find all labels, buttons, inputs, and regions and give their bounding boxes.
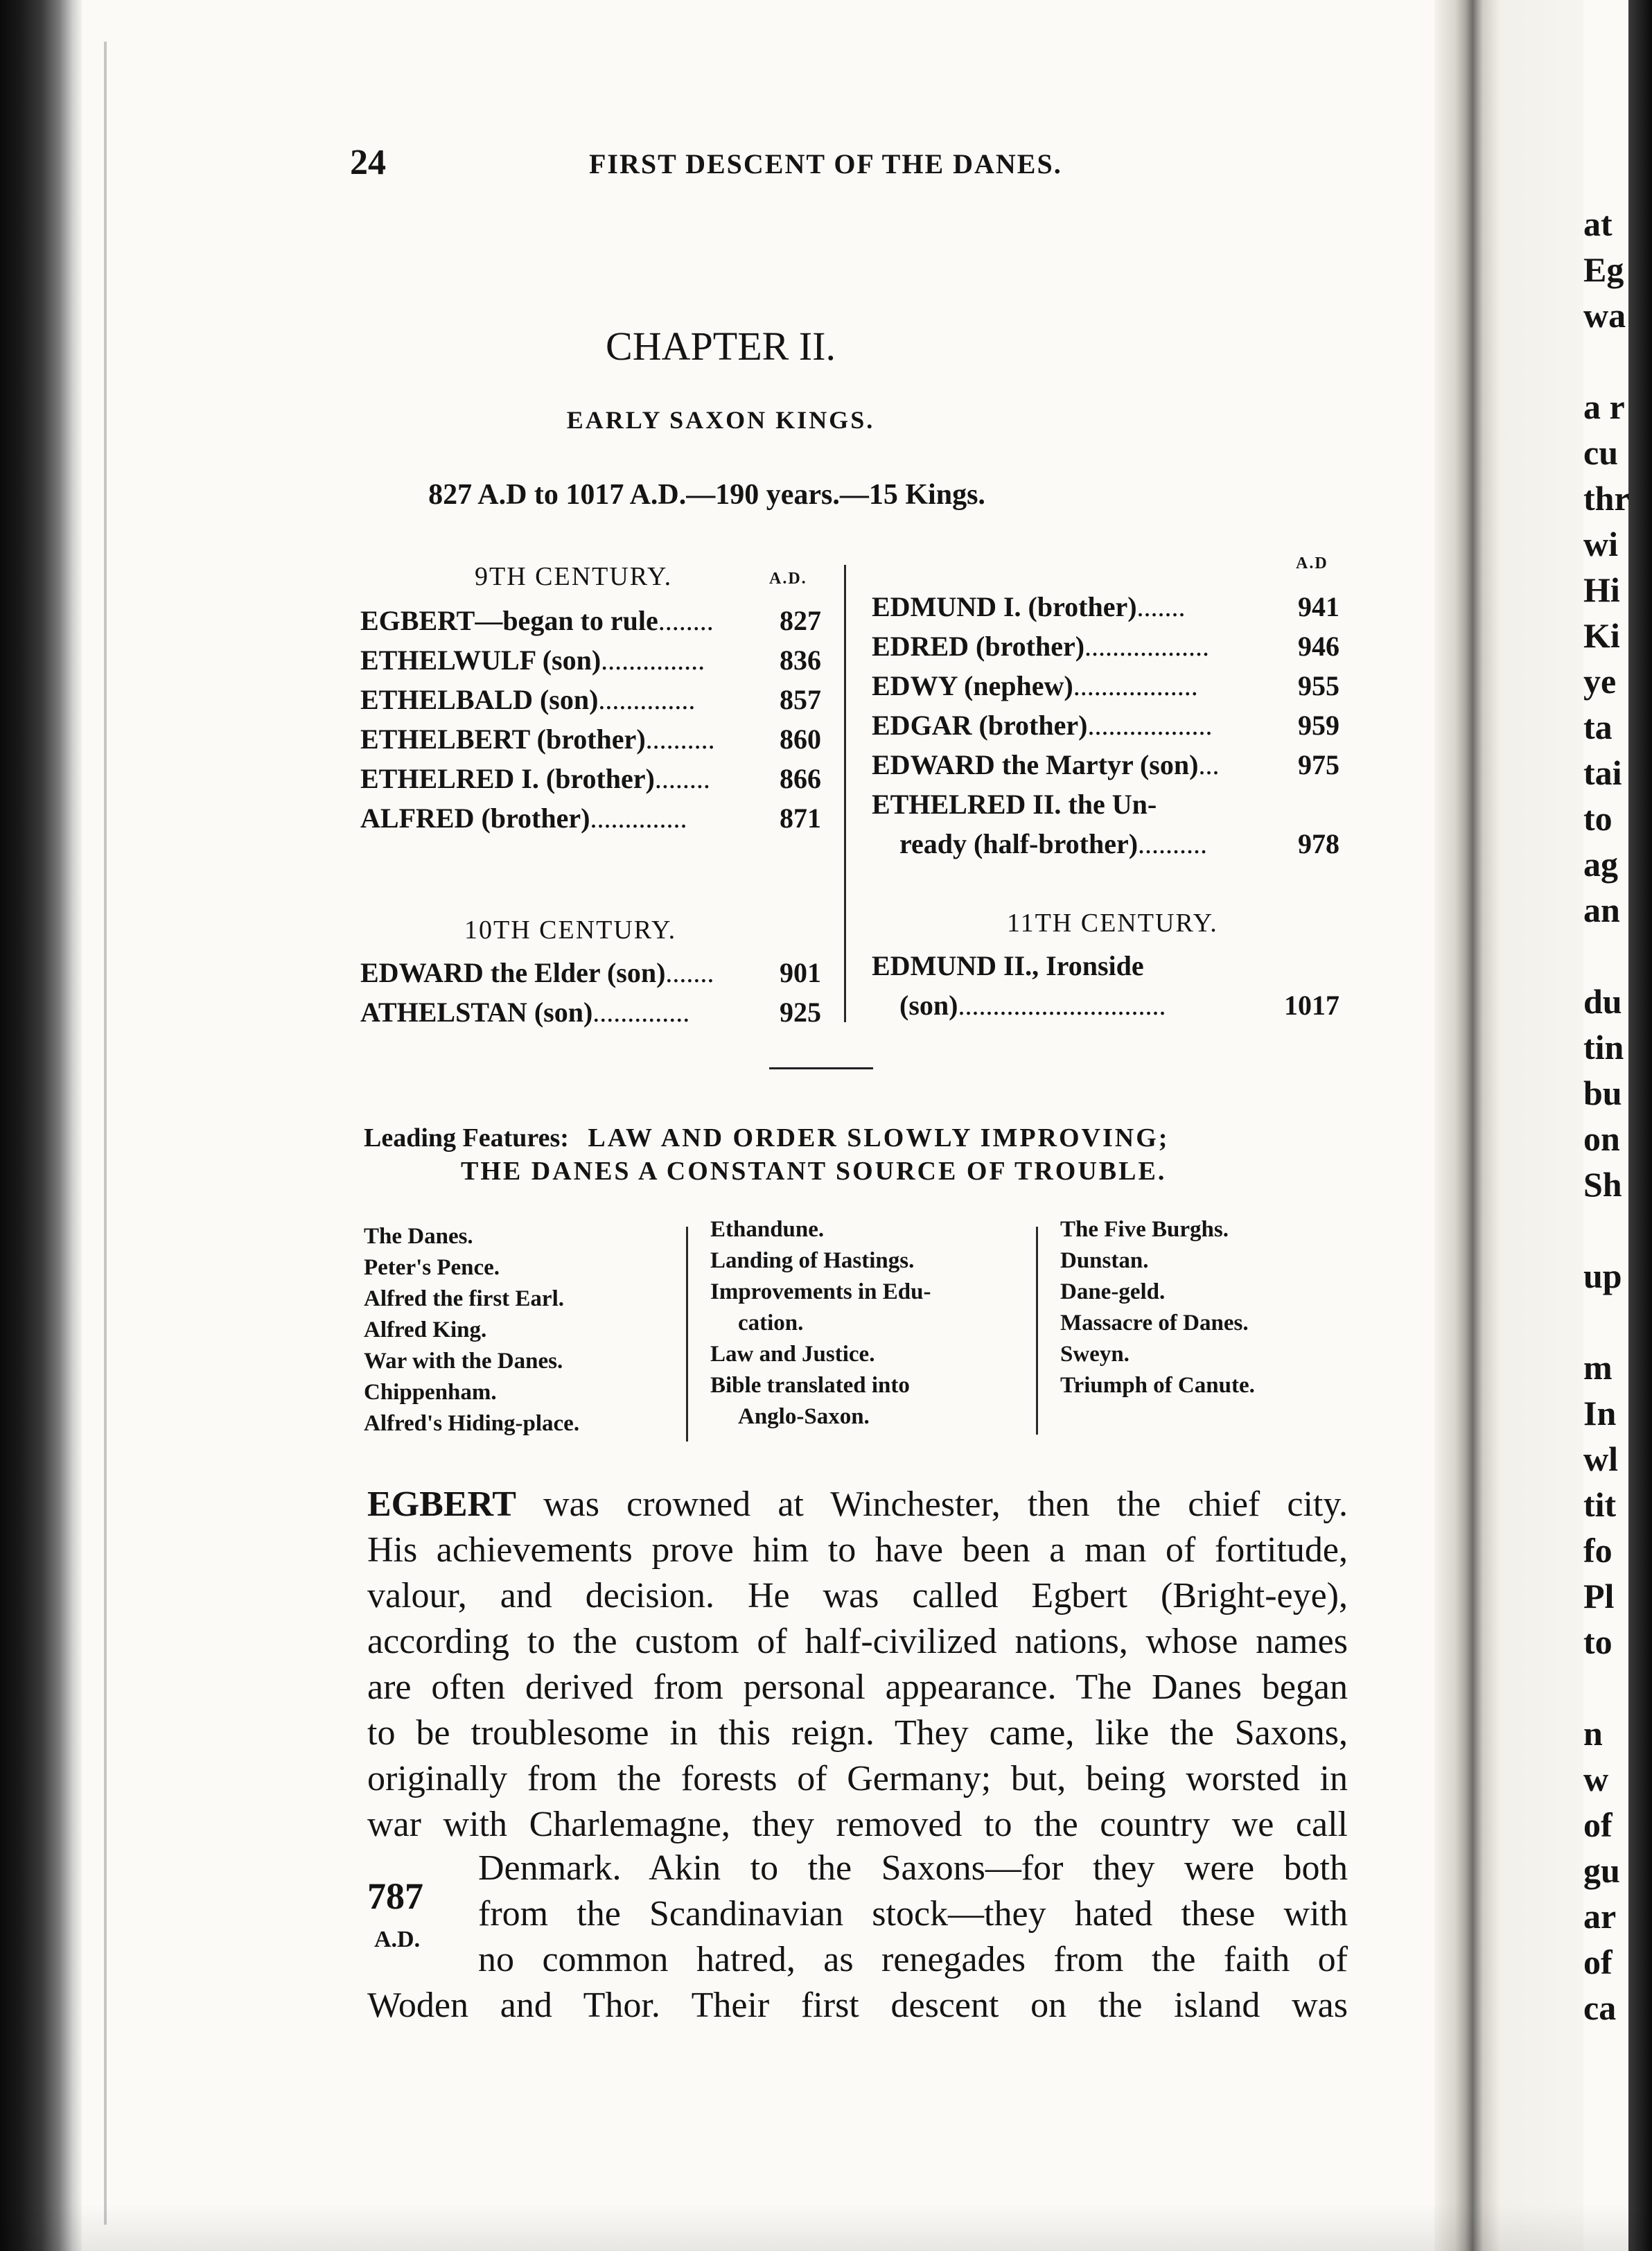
kings-left-column: [360, 554, 821, 1026]
facing-page-fragment: ta: [1583, 708, 1613, 746]
topic-item: The Danes.: [364, 1224, 473, 1249]
facing-page-fragment: [1583, 1665, 1630, 1710]
reign-start-year: 975: [1298, 749, 1339, 780]
king-left-entry: [360, 683, 821, 716]
topic-item: Peter's Pence.: [364, 1255, 500, 1280]
topics-column-3: [1060, 1214, 1255, 1401]
facing-page-fragment: cu: [1583, 433, 1618, 472]
body-indented-line-3: no common hatred, as renegades from the faith of: [478, 1940, 1348, 1979]
king-relation: II., Ironside: [996, 950, 1144, 981]
reign-start-year: 866: [780, 763, 821, 794]
chapter-subtitle: EARLY SAXON KINGS.: [566, 406, 875, 434]
table-divider: [844, 565, 846, 1022]
reign-start-year: 925: [780, 997, 821, 1028]
king-right-entry: [872, 630, 1339, 663]
king-left-entry: [360, 723, 821, 755]
facing-page-fragment: thr: [1583, 479, 1630, 518]
scan-left-edge: [0, 0, 82, 2251]
facing-page-fragment: ca: [1583, 1988, 1617, 2027]
facing-page-fragment: a r: [1583, 387, 1625, 426]
king-relation: (brother): [474, 803, 590, 834]
facing-page-fragments: [1583, 201, 1630, 2031]
leader-dots: .......: [1136, 591, 1186, 622]
century-heading-11th: 11TH CENTURY.: [1007, 909, 1218, 938]
scan-right-edge: [1628, 0, 1652, 2251]
leader-dots: ..............: [590, 803, 687, 834]
king-name: ETHELBERT: [360, 724, 530, 755]
reign-start-year: 959: [1298, 710, 1339, 741]
leader-dots: ..............: [592, 997, 690, 1028]
facing-page-fragment: Sh: [1583, 1165, 1622, 1204]
body-line-8: war with Charlemagne, they removed to the country we call: [367, 1805, 1348, 1844]
king-name: ATHELSTAN: [360, 997, 527, 1028]
king-left-entry: [360, 762, 821, 795]
topic-item: Law and Justice.: [710, 1342, 875, 1367]
body-indented-line-1: Denmark. Akin to the Saxons—for they were both: [478, 1848, 1348, 1888]
body-line-2: His achievements prove him to have been a man of fortitude,: [367, 1530, 1348, 1570]
body-line-6: to be troublesome in this reign. They came, like the Saxons,: [367, 1713, 1348, 1753]
king-name: EDMUND I.: [872, 591, 1021, 622]
leader-dots: ...............: [601, 645, 705, 676]
body-last-line: Woden and Thor. Their first descent on the island was: [367, 1986, 1348, 2025]
king-right-entry: [872, 590, 1339, 623]
body-line-4: according to the custom of half-civilized nations, whose names: [367, 1622, 1348, 1661]
body-lead-word: EGBERT: [367, 1484, 516, 1524]
section-rule: [769, 1067, 873, 1069]
margin-ad: A.D.: [374, 1927, 421, 1952]
facing-page-fragment: In: [1583, 1394, 1617, 1433]
facing-page-fragment: Ki: [1583, 616, 1620, 655]
topic-item: Anglo-Saxon.: [738, 1404, 870, 1429]
facing-page-fragment: tin: [1583, 1028, 1624, 1067]
king-relation: (brother): [538, 763, 655, 794]
topic-item: Dane-geld.: [1060, 1279, 1166, 1304]
topics-column-2: [710, 1214, 931, 1433]
body-paragraph: [367, 1482, 1348, 1848]
king-name: EDWY: [872, 670, 957, 701]
topics-divider-2: [1036, 1227, 1038, 1435]
facing-page-fragment: of: [1583, 1805, 1613, 1844]
ad-column-label: A.D.: [769, 570, 807, 588]
facing-page-fragment: bu: [1583, 1074, 1622, 1112]
facing-page-fragment: of: [1583, 1943, 1613, 1981]
king-name: ETHELRED I.: [360, 763, 539, 794]
leading-features: [364, 1123, 1355, 1186]
leader-dots: ..................: [1084, 631, 1210, 662]
king-left-10th-entry: [360, 996, 821, 1028]
king-relation: (son): [899, 990, 958, 1021]
facing-page-fragment: tai: [1583, 753, 1622, 792]
leader-dots: ........: [658, 605, 714, 636]
facing-page-fragment: m: [1583, 1348, 1613, 1387]
king-left-entry: [360, 644, 821, 676]
facing-page-fragment: to: [1583, 1622, 1613, 1661]
king-relation: (son): [527, 997, 593, 1028]
facing-page-fragment: [1583, 1207, 1630, 1253]
scan-left-shadow-line: [104, 42, 107, 2225]
body-line-5: are often derived from personal appearance. The Danes began: [367, 1667, 1348, 1707]
facing-page-fragment: up: [1583, 1256, 1622, 1295]
topic-item: Alfred King.: [364, 1317, 487, 1342]
reign-start-year: 946: [1298, 631, 1339, 662]
facing-page-fragment: gu: [1583, 1851, 1620, 1890]
topic-item: Ethandune.: [710, 1217, 825, 1242]
king-relation: ready (half-brother): [899, 828, 1139, 859]
facing-page-fragment: n: [1583, 1714, 1603, 1753]
king-left-entry: [360, 802, 821, 834]
topic-item: Bible translated into: [710, 1373, 910, 1398]
king-left-entry: [360, 604, 821, 637]
facing-page-fragment: wa: [1583, 296, 1626, 335]
facing-page-fragment: wl: [1583, 1439, 1618, 1478]
chapter-dates: 827 A.D to 1017 A.D.—190 years.—15 Kings.: [428, 479, 985, 511]
facing-page-fragment: Pl: [1583, 1577, 1615, 1615]
king-name: ALFRED: [360, 803, 475, 834]
king-name: EDMUND: [872, 950, 996, 981]
king-name: ETHELBALD: [360, 684, 533, 715]
margin-year: 787: [367, 1875, 423, 1917]
leader-dots: ..................: [1073, 670, 1198, 701]
leader-dots: ..................: [1087, 710, 1213, 741]
chapter-title: CHAPTER II.: [606, 324, 836, 369]
king-relation: —began to rule: [475, 605, 658, 636]
topic-item: The Five Burghs.: [1060, 1217, 1229, 1242]
topic-item: Dunstan.: [1060, 1248, 1149, 1273]
king-relation: (nephew): [956, 670, 1073, 701]
topic-item: Improvements in Edu-: [710, 1279, 931, 1304]
king-name: EDGAR: [872, 710, 972, 741]
king-relation: (brother): [1021, 591, 1137, 622]
leader-dots: .......: [665, 957, 714, 988]
scan-bottom-shadow: [0, 2204, 1652, 2251]
reign-start-year: 871: [780, 803, 821, 834]
king-right-entry: [899, 827, 1339, 860]
facing-page-fragment: w: [1583, 1760, 1609, 1798]
leader-dots: ..............................: [958, 990, 1166, 1021]
body-indented-line-2: from the Scandinavian stock—they hated these with: [478, 1894, 1348, 1934]
running-head: [350, 142, 1355, 191]
reign-start-year: 978: [1298, 828, 1339, 859]
king-right-entry: [872, 669, 1339, 702]
king-right-entry: [872, 709, 1339, 742]
king-relation: the Elder (son): [483, 957, 666, 988]
body-line-1: [367, 1482, 1348, 1527]
king-right-entry: [872, 788, 1339, 821]
reign-start-year: 955: [1298, 670, 1339, 701]
king-relation: II. the Un-: [1026, 789, 1157, 820]
page-number: 24: [350, 143, 386, 182]
century-heading-9th: 9TH CENTURY.: [475, 562, 673, 591]
king-name: ETHELRED: [872, 789, 1026, 820]
topics-column-1: [364, 1221, 579, 1439]
reign-start-year: 857: [780, 684, 821, 715]
king-name: EDWARD: [872, 749, 995, 780]
reign-start-year: 901: [780, 957, 821, 988]
king-right-11th-entry: [899, 989, 1339, 1022]
topics-divider-1: [686, 1227, 688, 1442]
facing-page-fragment: wi: [1583, 525, 1618, 563]
king-relation: (son): [535, 645, 601, 676]
king-relation: (brother): [972, 710, 1088, 741]
facing-page-fragment: fo: [1583, 1531, 1613, 1570]
facing-page-fragment: Eg: [1583, 250, 1624, 289]
topic-item: Chippenham.: [364, 1380, 497, 1405]
king-right-entry: [872, 748, 1339, 781]
facing-page-fragment: to: [1583, 799, 1613, 838]
reign-start-year: 860: [780, 724, 821, 755]
topic-item: Alfred the first Earl.: [364, 1286, 564, 1311]
facing-page-fragment: tit: [1583, 1485, 1617, 1524]
king-name: EGBERT: [360, 605, 475, 636]
body-line-1-text: was crowned at Winchester, then the chief city.: [516, 1484, 1348, 1524]
king-right-11th-entry: [872, 949, 1339, 982]
king-relation: (son): [532, 684, 599, 715]
kings-right-column: [872, 554, 1339, 1026]
book-gutter: [1434, 0, 1583, 2251]
reign-start-year: 1017: [1284, 990, 1339, 1021]
century-heading-10th: 10TH CENTURY.: [464, 916, 677, 945]
facing-page-fragment: ar: [1583, 1897, 1617, 1936]
topic-item: cation.: [738, 1311, 804, 1335]
facing-page-fragment: on: [1583, 1119, 1620, 1158]
leader-dots: ........: [654, 763, 710, 794]
facing-page-fragment: at: [1583, 204, 1613, 243]
topic-item: Landing of Hastings.: [710, 1248, 915, 1273]
topic-item: Massacre of Danes.: [1060, 1311, 1249, 1335]
king-name: ETHELWULF: [360, 645, 536, 676]
topic-item: Alfred's Hiding-place.: [364, 1411, 580, 1436]
leader-dots: ..........: [645, 724, 715, 755]
topic-item: War with the Danes.: [364, 1349, 563, 1374]
leader-dots: ..........: [1138, 828, 1208, 859]
facing-page-fragment: [1583, 338, 1630, 384]
body-line-3: valour, and decision. He was called Egbert (Bright-eye),: [367, 1576, 1348, 1615]
facing-page-fragment: ag: [1583, 845, 1618, 884]
ad-column-label-right: A.D: [1296, 554, 1328, 572]
facing-page-fragment: an: [1583, 891, 1620, 929]
king-left-10th-entry: [360, 956, 821, 989]
leading-features-line1: LAW AND ORDER SLOWLY IMPROVING;: [588, 1123, 1170, 1153]
facing-page-fragment: [1583, 933, 1630, 979]
topic-item: Sweyn.: [1060, 1342, 1130, 1367]
facing-page-fragment: ye: [1583, 662, 1617, 701]
king-relation: (brother): [529, 724, 646, 755]
leader-dots: ...: [1198, 749, 1220, 780]
leading-features-label: Leading Features:: [364, 1123, 569, 1153]
king-relation: (brother): [969, 631, 1085, 662]
king-name: EDWARD: [360, 957, 484, 988]
reign-start-year: 941: [1298, 591, 1339, 622]
facing-page-fragment: [1583, 1299, 1630, 1345]
reign-start-year: 836: [780, 645, 821, 676]
body-line-7: originally from the forests of Germany; but, being worsted in: [367, 1759, 1348, 1798]
facing-page-fragment: Hi: [1583, 570, 1620, 609]
facing-page-fragment: du: [1583, 982, 1622, 1021]
running-title: FIRST DESCENT OF THE DANES.: [589, 148, 1062, 179]
leading-features-line2: THE DANES A CONSTANT SOURCE OF TROUBLE.: [461, 1157, 1167, 1186]
reign-start-year: 827: [780, 605, 821, 636]
king-name: EDRED: [872, 631, 969, 662]
topic-item: Triumph of Canute.: [1060, 1373, 1255, 1398]
king-relation: the Martyr (son): [994, 749, 1199, 780]
leader-dots: ..............: [598, 684, 696, 715]
